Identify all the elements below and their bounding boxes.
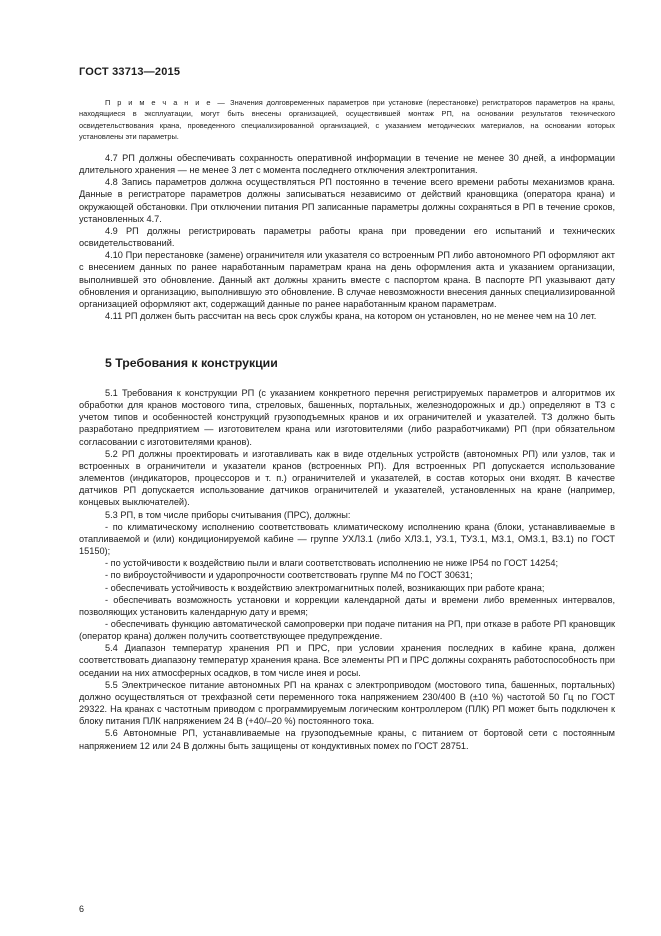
clause-4-10: 4.10 При перестановке (замене) ограничителя или указателя со встроенным РП либо автономного РП оформляют акт с внесением данных по ранее наработанным параметрам крана на день оформления акта и указанием организации, выполнившей это обновление. Данный акт должны хранить вместе с паспортом крана. В паспорте РП указывают дату обновления и организацию, выполнившую это обновление. В случае невозможности внесения данных специализированной организацией оформляют акт, содержащий данные по ранее наработанным краном параметрам. [79,250,615,309]
clause-4-8: 4.8 Запись параметров должна осуществляться РП постоянно в течение всего времени работы механизмов крана. Данные в регистраторе параметров должны записываться независимо от действий крановщика (оператора крана) и окружающей обстановки. При отключении питания РП записанные параметры должны сохраняться в РП в течение сроков, установленных 4.7. [79,177,615,224]
standard-header: ГОСТ 33713—2015 [79,66,181,78]
list-item-dust: - по устойчивости к воздействию пыли и влаги соответствовать исполнению не ниже IP54 по ГОСТ 14254; [105,558,559,569]
clause-5-3: 5.3 РП, в том числе приборы считывания (ПРС), должны: [105,509,351,520]
clause-4-7: 4.7 РП должны обеспечивать сохранность оперативной информации в течение не менее 30 дней, а информации длительного хранения — не менее 3 лет с момента последнего отключения электропитания. [79,153,615,176]
clause-5-2: 5.2 РП должны проектировать и изготавливать как в виде отдельных устройств (автономных РП) или узлов, так и встроенных в ограничители и указатели кранов (встроенных РП). Для встроенных РП допускается использование элементов (индикаторов, процессоров и т. п.) ограничителей и указателей, в состав которых они входят. В качестве датчиков РП допускается использование датчиков ограничителей и указателей, установленных на кране (например, концевых выключателей). [79,448,615,508]
clause-4-11: 4.11 РП должен быть рассчитан на весь срок службы крана, на котором он установлен, но не менее чем на 10 лет. [105,311,597,322]
list-item-vibration: - по виброустойчивости и ударопрочности соответствовать группе М4 по ГОСТ 30631; [105,570,473,581]
list-item-selftest: - обеспечивать функцию автоматической самопроверки при подаче питания на РП, при отказе в работе РП крановщик (оператор крана) должен получить соответствующее предупреждение. [79,618,615,642]
list-item-emc: - обеспечивать устойчивость к воздействию электромагнитных полей, возникающих при работе крана; [105,582,545,593]
note-label: П р и м е ч а н и е — [105,98,227,107]
clause-5-6: 5.6 Автономные РП, устанавливаемые на грузоподъемные краны, с питанием от бортовой сети с постоянным напряжением 12 или 24 В должны быть защищены от кондуктивных помех по ГОСТ 28751. [79,728,615,751]
clauses-5 [79,387,615,752]
page-number: 6 [79,904,85,914]
clause-4-9: 4.9 РП должны регистрировать параметры работы крана при проведении его испытаний и технических освидетельствований. [79,225,615,249]
clause-5-5: 5.5 Электрическое питание автономных РП на кранах с электроприводом (мостового типа, башенных, портальных) должно осуществляться от трехфазной сети переменного тока напряжением 230/400 В (±10 %) частотой 50 Гц по ГОСТ 29322. На кранах с частотным приводом с программируемым логическим контроллером (ПЛК) РП может быть подключен к блоку питания ПЛК напряжением 24 В (+40/–20 %) постоянного тока. [79,679,615,727]
clauses-4 [79,152,615,322]
list-item-climate: - по климатическому исполнению соответствовать климатическому исполнению крана (блоки, устанавливаемые в отапливаемой и (или) кондиционируемой кабине — группе УХЛ3.1 (либо ХЛ3.1, У3.1, ТУ3.1, М3.1, ОМ3.1, В3.1) по ГОСТ 15150); [79,521,615,557]
clause-5-1: 5.1 Требования к конструкции РП (с указанием конкретного перечня регистрируемых параметров и алгоритмов их обработки для кранов мостового типа, стреловых, башенных, портальных, железнодорожных и др.) определяют в ТЗ с учетом типов и особенностей конструкций грузоподъемных кранов и их ограничителей и указателей. ТЗ должно быть разработано предприятием — изготовителем крана или изготовителями (либо разработчиками) РП (при обязательном согласовании с изготовителями кранов). [79,388,615,447]
note-paragraph [79,97,615,142]
list-item-clock: - обеспечивать возможность установки и коррекции календарной даты и времени либо временных интервалов, позволяющих установить календарную дату и время; [79,594,615,617]
clause-5-4: 5.4 Диапазон температур хранения РП и ПРС, при условии хранения последних в кабине крана, должен соответствовать диапазону температур хранения крана. Все элементы РП и ПРС должны сохранять работоспособность при оседании на них атмосферных осадков, в том числе инея и росы. [79,643,615,678]
section-heading: 5 Требования к конструкции [105,356,278,370]
note-text: Значения долговременных параметров при установке (перестановке) регистраторов параметров на краны, находящиеся в эксплуатации, могут быть внесены организацией, осуществившей монтаж РП, на основании результатов технического освидетельствования крана, проведенного специализированной организацией, с указанием методических материалов, на основании которых установлены эти параметры. [79,98,615,141]
